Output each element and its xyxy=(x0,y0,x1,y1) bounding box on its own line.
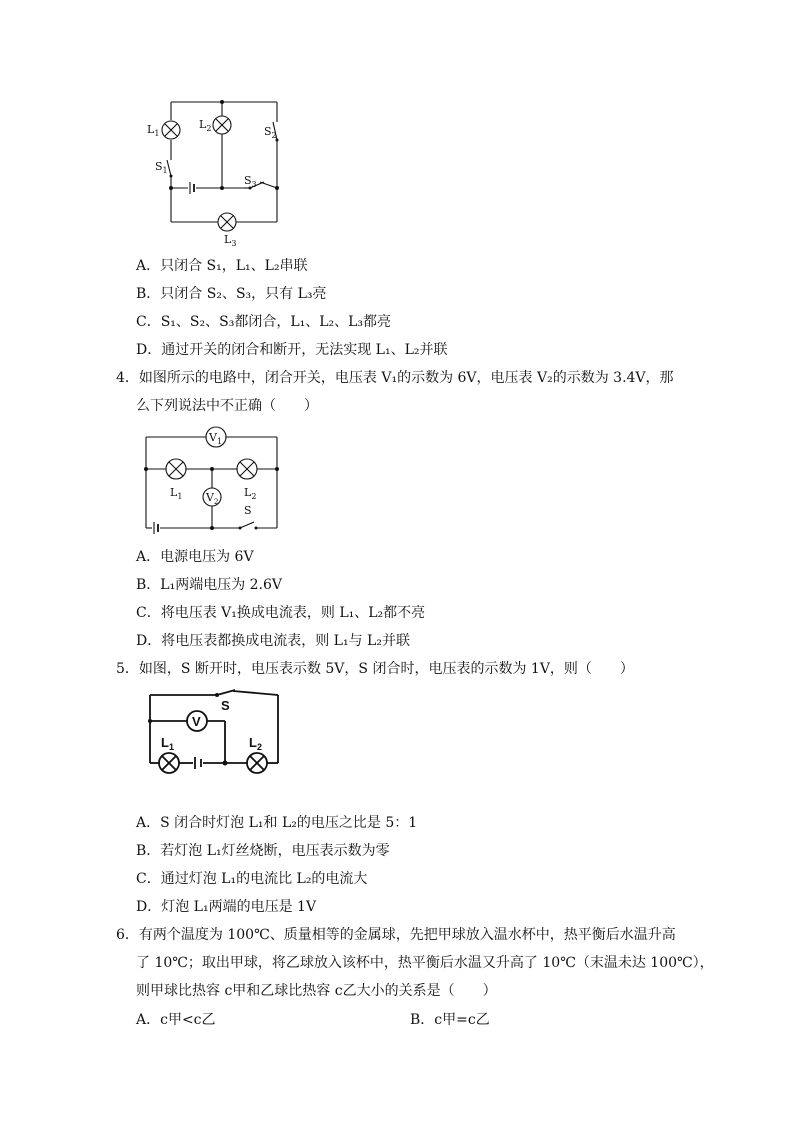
label-l3: $L_3$ xyxy=(224,233,237,248)
q5-option-a: A．S 闭合时灯泡 L₁和 L₂的电压之比是 5：1 xyxy=(136,815,418,831)
lamp-l1-icon xyxy=(166,459,186,479)
q6-stem-line1: 6．有两个温度为 100℃、质量相等的金属球，先把甲球放入温水杯中，热平衡后水温升高 xyxy=(116,927,676,943)
q6-stem-line2: 了 10℃；取出甲球，将乙球放入该杯中，热平衡后水温又升高了 10℃（末温未达 100℃）， xyxy=(136,955,714,971)
switch-s-icon xyxy=(239,522,258,530)
svg-text:V: V xyxy=(192,714,201,729)
voltmeter-v1-icon xyxy=(206,427,226,447)
q3-option-a: A．只闭合 S₁，L₁、L₂串联 xyxy=(136,258,308,274)
q4-option-a: A．电源电压为 6V xyxy=(136,549,254,565)
q3-option-d: D．通过开关的闭合和断开，无法实现 L₁、L₂并联 xyxy=(136,342,448,358)
label-l1: $L_1$ xyxy=(170,486,183,501)
q4-circuit-diagram xyxy=(140,424,285,534)
lamp-l2-icon xyxy=(237,459,257,479)
q6-option-a: A．c甲<c乙 xyxy=(136,1012,216,1028)
q6-stem-line3: 则甲球比热容 c甲和乙球比热容 c乙大小的关系是（ ） xyxy=(136,983,497,999)
q4-option-b: B．L₁两端电压为 2.6V xyxy=(136,577,283,593)
q3-option-b: B．只闭合 S₂、S₃，只有 L₃亮 xyxy=(136,286,327,302)
lamp-l1-icon xyxy=(159,753,179,773)
label-l2: $L_2$ xyxy=(249,735,262,752)
lamp-l3-icon xyxy=(218,213,236,231)
battery-icon xyxy=(190,182,194,194)
svg-text:V2: $V_2$ xyxy=(206,491,219,506)
q5-option-c: C．通过灯泡 L₁的电流比 L₂的电流大 xyxy=(136,871,368,887)
voltmeter-icon xyxy=(187,711,207,731)
q4-option-c: C．将电压表 V₁换成电流表，则 L₁、L₂都不亮 xyxy=(136,605,426,621)
battery-icon xyxy=(195,757,201,769)
svg-text:V1: $V_1$ xyxy=(209,431,223,446)
lamp-l2-icon xyxy=(247,753,267,773)
label-l1: $L_1$ xyxy=(161,735,174,752)
label-s: S xyxy=(221,698,230,713)
label-s: S xyxy=(244,504,252,517)
label-s1: $S_1$ xyxy=(155,160,168,175)
q4-option-d: D．将电压表都换成电流表，则 L₁与 L₂并联 xyxy=(136,633,410,649)
voltmeter-v2-icon xyxy=(203,488,221,506)
label-s3: $S_3$ xyxy=(244,174,257,189)
q5-stem: 5．如图，S 断开时，电压表示数 5V，S 闭合时，电压表的示数为 1V，则（ ） xyxy=(116,661,634,677)
switch-s-icon xyxy=(215,690,235,697)
q3-option-c: C．S₁、S₂、S₃都闭合，L₁、L₂、L₃都亮 xyxy=(136,314,392,330)
label-l2: $L_2$ xyxy=(199,118,212,133)
q3-circuit-diagram xyxy=(140,92,300,252)
q5-circuit-diagram xyxy=(145,687,285,777)
lamp-l2-icon xyxy=(213,116,231,134)
label-l1: $L_1$ xyxy=(147,123,160,138)
battery-icon xyxy=(154,522,158,534)
label-l2: $L_2$ xyxy=(244,486,257,501)
lamp-l1-icon xyxy=(162,121,180,139)
q6-option-b: B．c甲=c乙 xyxy=(410,1012,490,1028)
q5-option-b: B．若灯泡 L₁灯丝烧断，电压表示数为零 xyxy=(136,843,390,859)
q5-option-d: D．灯泡 L₁两端的电压是 1V xyxy=(136,899,317,915)
q4-stem-line2: 么下列说法中不正确（ ） xyxy=(136,398,318,414)
switch-s1-icon xyxy=(167,160,173,178)
label-s2: $S_2$ xyxy=(264,125,277,140)
q4-stem-line1: 4．如图所示的电路中，闭合开关，电压表 V₁的示数为 6V，电压表 V₂的示数为 3.4V，那 xyxy=(116,370,674,386)
